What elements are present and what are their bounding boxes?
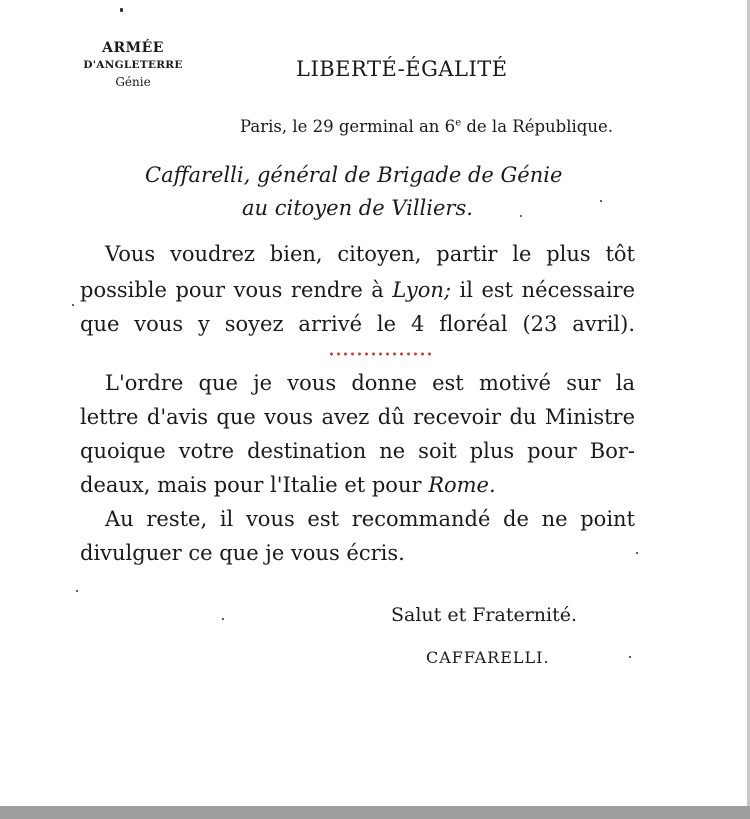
body-line: quoique votre destination ne soit plus pour Bor-	[80, 439, 635, 463]
body-text: deaux, mais pour l'Italie et pour	[80, 473, 429, 497]
address-line-recipient: au citoyen de Villiers.	[242, 196, 473, 220]
body-line: L'ordre que je vous donne est motivé sur la	[105, 371, 635, 395]
ink-speck	[76, 590, 78, 592]
signature: CAFFARELLI.	[426, 648, 550, 667]
unit-line-genie: Génie	[115, 75, 151, 89]
ink-speck	[600, 200, 602, 202]
ink-speck	[120, 8, 123, 12]
ink-speck	[72, 304, 74, 306]
body-line: divulguer ce que je vous écris.	[80, 541, 405, 565]
body-line	[80, 276, 635, 304]
body-line: que vous y soyez arrivé le 4 floréal (23 avril).	[80, 312, 635, 336]
dateline-suffix: de la République.	[461, 117, 613, 136]
unit-line-angleterre: D'ANGLETERRE	[83, 59, 183, 71]
salutation: Salut et Fraternité.	[391, 604, 578, 626]
scan-border	[0, 806, 750, 819]
body-line: Au reste, il vous est recommandé de ne point	[105, 507, 635, 531]
dateline-place: Paris, le 29 germinal an 6	[240, 117, 456, 136]
separator-dots	[328, 352, 432, 356]
body-line: lettre d'avis que vous avez dû recevoir du Ministre	[80, 405, 635, 429]
dateline	[240, 117, 613, 136]
ink-speck	[222, 618, 224, 620]
dateline-superscript: e	[455, 117, 462, 129]
unit-heading	[68, 40, 198, 91]
body-line	[80, 471, 496, 499]
body-text: possible pour vous rendre à	[80, 278, 393, 302]
body-line: Vous voudrez bien, citoyen, partir le plus tôt	[105, 242, 635, 266]
unit-line-armee: ARMÉE	[102, 40, 164, 56]
city-rome: Rome.	[428, 473, 496, 497]
address-line-sender: Caffarelli, général de Brigade de Génie	[145, 163, 563, 187]
motto-heading: LIBERTÉ-ÉGALITÉ	[296, 57, 508, 81]
city-lyon: Lyon;	[392, 278, 452, 302]
ink-speck	[629, 656, 631, 658]
body-text: il est nécessaire	[451, 278, 636, 302]
ink-speck	[636, 552, 638, 554]
ink-speck	[520, 215, 522, 217]
